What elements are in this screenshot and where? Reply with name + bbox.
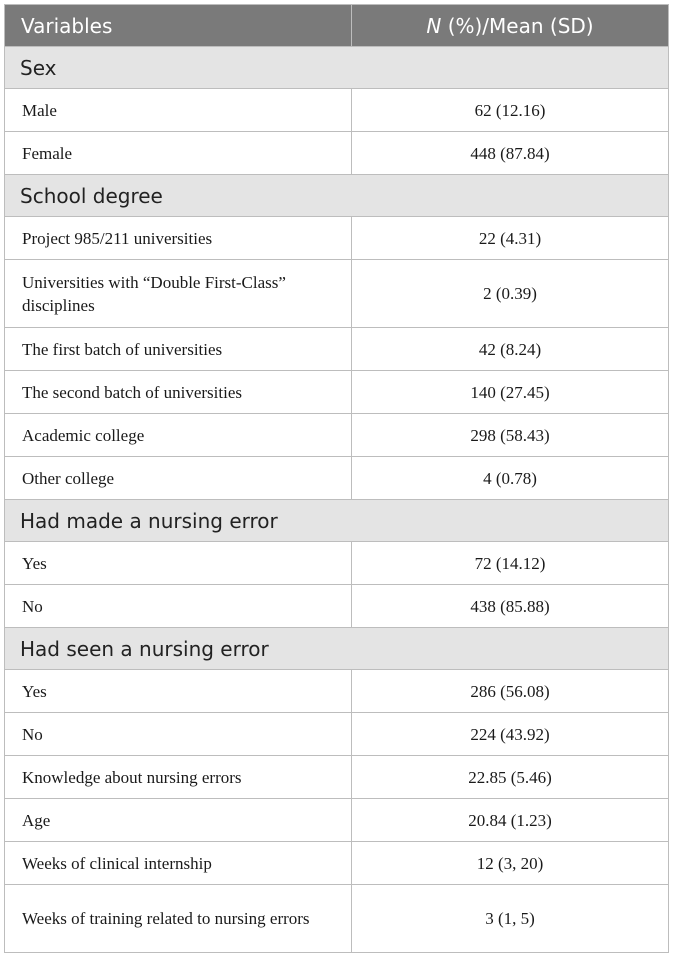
variable-value: 4 (0.78) xyxy=(352,457,669,500)
variable-value: 438 (85.88) xyxy=(352,585,669,628)
variable-value: 140 (27.45) xyxy=(352,371,669,414)
section-header-row xyxy=(5,628,669,670)
table-row xyxy=(5,842,669,885)
variable-value: 20.84 (1.23) xyxy=(352,799,669,842)
column-header-n-percent-mean-sd xyxy=(352,5,669,47)
table-row xyxy=(5,89,669,132)
table-row xyxy=(5,132,669,175)
column-header-variables: Variables xyxy=(5,5,352,47)
variable-label: No xyxy=(5,713,352,756)
table-row xyxy=(5,371,669,414)
section-header-row xyxy=(5,47,669,89)
variable-value: 12 (3, 20) xyxy=(352,842,669,885)
table-row xyxy=(5,756,669,799)
variable-value: 2 (0.39) xyxy=(352,260,669,328)
table-row xyxy=(5,260,669,328)
section-header-row xyxy=(5,175,669,217)
variable-label: The second batch of universities xyxy=(5,371,352,414)
variable-value: 72 (14.12) xyxy=(352,542,669,585)
section-header-row xyxy=(5,500,669,542)
variable-value: 224 (43.92) xyxy=(352,713,669,756)
variable-value: 42 (8.24) xyxy=(352,328,669,371)
variable-label: Universities with “Double First-Class” disciplines xyxy=(5,260,352,328)
variable-value: 286 (56.08) xyxy=(352,670,669,713)
section-label: Sex xyxy=(5,47,669,89)
variable-label: Female xyxy=(5,132,352,175)
variable-value: 22 (4.31) xyxy=(352,217,669,260)
variable-label: Project 985/211 universities xyxy=(5,217,352,260)
variable-label: Male xyxy=(5,89,352,132)
variable-value: 62 (12.16) xyxy=(352,89,669,132)
variable-value: 3 (1, 5) xyxy=(352,885,669,953)
variable-label: Other college xyxy=(5,457,352,500)
section-label: Had made a nursing error xyxy=(5,500,669,542)
table-body xyxy=(5,47,669,953)
variable-label: No xyxy=(5,585,352,628)
table-row xyxy=(5,414,669,457)
variable-value: 298 (58.43) xyxy=(352,414,669,457)
table-row xyxy=(5,585,669,628)
demographics-table xyxy=(4,4,669,953)
variable-value: 448 (87.84) xyxy=(352,132,669,175)
section-label: Had seen a nursing error xyxy=(5,628,669,670)
column-header-n-italic: N xyxy=(426,13,442,38)
variable-label: Age xyxy=(5,799,352,842)
variable-label: The first batch of universities xyxy=(5,328,352,371)
table-row xyxy=(5,328,669,371)
table-row xyxy=(5,670,669,713)
table-row xyxy=(5,217,669,260)
variable-label: Weeks of clinical internship xyxy=(5,842,352,885)
variable-label: Knowledge about nursing errors xyxy=(5,756,352,799)
table-row xyxy=(5,457,669,500)
table-header-row xyxy=(5,5,669,47)
variable-label: Yes xyxy=(5,542,352,585)
variable-label: Yes xyxy=(5,670,352,713)
table-row xyxy=(5,799,669,842)
table-row xyxy=(5,885,669,953)
section-label: School degree xyxy=(5,175,669,217)
variable-label: Academic college xyxy=(5,414,352,457)
variable-value: 22.85 (5.46) xyxy=(352,756,669,799)
variable-label: Weeks of training related to nursing errors xyxy=(5,885,352,953)
table-row xyxy=(5,713,669,756)
table-row xyxy=(5,542,669,585)
column-header-n-rest: (%)/Mean (SD) xyxy=(441,13,594,38)
